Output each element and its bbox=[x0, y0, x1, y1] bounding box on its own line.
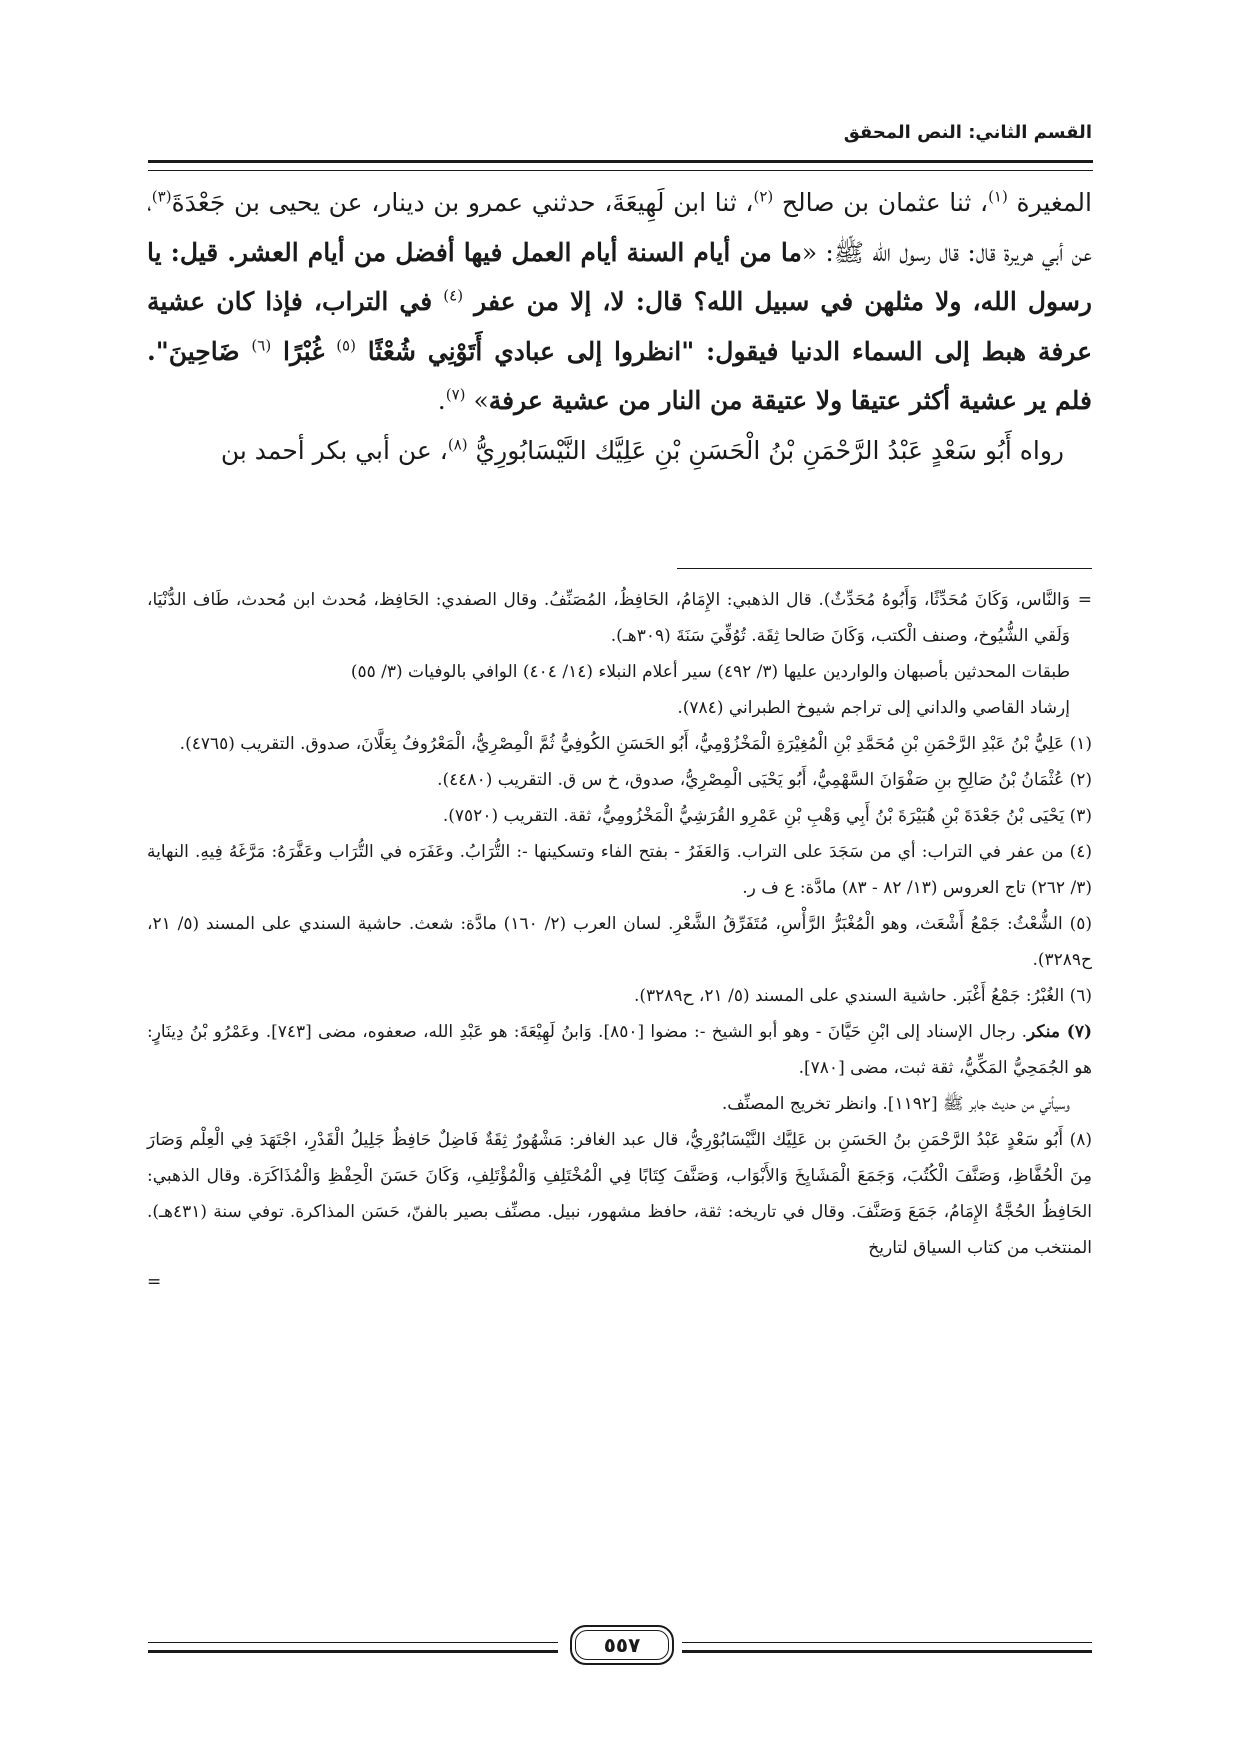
footnote-separator bbox=[677, 568, 1092, 569]
footnote-ref-1[interactable]: (١) bbox=[988, 187, 1008, 206]
text-run: المغيرة bbox=[1007, 188, 1092, 217]
text-run: . bbox=[437, 386, 446, 415]
footnote-refs bbox=[147, 690, 1092, 726]
footnote-6: (٦) الغُبْرُ: جَمْعُ أَغْبَر. حاشية السندي على المسند (٥/ ٢١، ح٣٢٨٩). bbox=[633, 986, 1092, 1006]
hadith-text-bold: غُبْرًا bbox=[271, 336, 337, 366]
footnote-ref-4[interactable]: (٤) bbox=[443, 286, 464, 305]
continuation-mark: = bbox=[1077, 590, 1092, 610]
footnote-ref-6[interactable]: (٦) bbox=[251, 336, 272, 355]
footnote-text: . رجال الإسناد إلى ابْنِ حَيَّانَ - وهو أبو الشيخ -: مضوا [٨٥٠]. وَابنُ لَهِيْعَةَ: هو عَبْدِ الله، صعفوه، مضى [٧٤٣]. وعَمْرُو بْنُ دِينَارٍ: هو الجُمَحِيُّ المَكِّيُّ، ثقة ثبت، مضى [٧٨٠]. bbox=[147, 1022, 1092, 1078]
footer-rule-right bbox=[682, 1642, 1092, 1653]
hadith-paragraph bbox=[147, 178, 1092, 426]
footnote-1: (١) عَلِيُّ بْنُ عَبْدِ الرَّحْمَنِ بْنِ مُحَمَّدِ بْنِ الْمُغِيْرَةِ الْمَخْزُوْمِيُّ، أَبُو الحَسَنِ الكُوفِيُّ ثُمَّ الْمِصْرِيُّ، الْمَعْرُوفُ بِعَلَّانَ، صدوق. التقريب (٤٧٦٥). bbox=[179, 734, 1092, 754]
page-number-label: ٥٥٧ bbox=[603, 1633, 641, 1657]
footnote-text: طبقات المحدثين بأصبهان والواردين عليها (٣/ ٤٩٢) سير أعلام النبلاء (١٤/ ٤٠٤) الوافي بالوفيات (٣/ ٥٥) bbox=[350, 662, 1070, 682]
footnote-7-label: (٧) منكر bbox=[1027, 1022, 1092, 1042]
text-run: » bbox=[465, 386, 489, 415]
footnote-4: (٤) من عفر في التراب: أي من سَجَدَ على التراب. وَالعَفَرُ - بفتح الفاء وتسكينها -: التُّرَابُ. وعَفَرَه في التُّرَاب وعَفَّرَهُ: مَرَّغَهُ فِيهِ. النهاية (٣/ ٢٦٢) تاج العروس (١٣/ ٨٢ - ٨٣) مادَّة: ع ف ر. bbox=[147, 842, 1092, 898]
footnote-text: وَالنَّاس، وَكَانَ مُحَدِّثًا، وَأَبُوهُ مُحَدِّثٌ). قال الذهبي: الإِمَامُ، الحَافِظُ، المُصَنِّفُ. وقال الصفدي: الحَافِظ، مُحدث ابن مُحدث، طَاف الدُّنْيَا، وَلَقي الشُّيُوخ، وصنف الْكتب، وَكَانَ صَالحا ثِقَة. تُوُفِّيَ سَنَةَ (٣٠٩هـ). bbox=[147, 590, 1070, 646]
footnote-ref-2[interactable]: (٢) bbox=[753, 187, 774, 206]
continuation-mark: = bbox=[147, 1272, 162, 1292]
header-rule bbox=[148, 160, 1093, 171]
footnote-continuation bbox=[147, 582, 1092, 654]
footnote-2: (٢) عُثْمَانُ بْنُ صَالِحِ بنِ صَفْوَانَ السَّهْمِيُّ، أَبُو يَحْيَى الْمِصْرِيُّ، صدوق، خ س ق. التقريب (٤٤٨٠). bbox=[437, 770, 1092, 790]
running-header: القسم الثاني: النص المحقق bbox=[843, 122, 1092, 143]
footnote-5: (٥) الشُّعْثُ: جَمْعُ أَشْعَث، وهو الْمُغْبَرُّ الرَّأْسِ، مُتَفَرِّقُ الشَّعْرِ. لسان العرب (٢/ ١٦٠) مادَّة: شعث. حاشية السندي على المسند (٥/ ٢١، ح٣٢٨٩). bbox=[147, 914, 1092, 970]
text-run: رواه أَبُو سَعْدٍ عَبْدُ الرَّحْمَنِ بْنُ الْحَسَنِ بْنِ عَلِيَّك النَّيْسَابُورِيُّ bbox=[467, 435, 1064, 465]
footnote-ref-3[interactable]: (٣) bbox=[151, 187, 172, 206]
footnote-refs bbox=[147, 654, 1092, 690]
footnote-8: (٨) أَبُو سَعْدٍ عَبْدُ الرَّحْمَنِ بنُ الحَسَنِ بن عَلِيَّك النَّيْسَابُوْرِيُّ، قال عبد الغافر: مَشْهُورٌ ثِقَةٌ فَاضِلٌ حَافِظٌ جَلِيلُ الْقَدْرِ، اجْتَهَدَ فِي الْعِلْم وَصَارَ مِنَ الْحُفَّاظِ، وَصَنَّفَ الْكُتُبَ، وَجَمَعَ الْمَشَايِخَ وَالأَبْوَاب، وَصَنَّفَ كِتَابًا فِي الْمُخْتَلِفِ وَالْمُؤْتَلِفِ، وَكَانَ حَسَنَ الْحِفْظِ وَالْمُذَاكَرَة. وقال الذهبي: الحَافِظُ الحُجَّةُ الإِمَامُ، جَمَعَ وَصَنَّفَ. وقال في تاريخه: ثقة، حافظ مشهور، نبيل. مصنِّف بصير بالفنّ، حَسَن المذاكرة. توفي سنة (٤٣١هـ). المنتخب من كتاب السياق لتاريخ bbox=[147, 1130, 1092, 1258]
hadith-text-bold: في التراب، فإذا كان عشية عرفة هبط إلى السماء الدنيا فيقول: "انظروا إلى عبادي أَتَوْنِي شُعْثًا bbox=[147, 287, 1092, 366]
footer-rule-left bbox=[148, 1642, 558, 1653]
hadith-text-bold: ضَاحِينَ". فلم ير عشية أكثر عتيقا ولا عتيقة من النار من عشية عرفة bbox=[147, 336, 1092, 415]
text-run: ، عن أبي بكر أحمد بن bbox=[220, 435, 448, 465]
text-run: ، ثنا عثمان بن صالح bbox=[773, 188, 989, 217]
main-text bbox=[147, 178, 1092, 475]
page-number bbox=[570, 1625, 674, 1665]
text-run: ، عن أبي هريرة قال: قال رسول الله ﷺ: « bbox=[147, 188, 1092, 267]
footnote-7 bbox=[147, 1014, 1092, 1086]
footnote-text: وسيأتي من حديث جابر ﷺ [١١٩٢]. وانظر تخريج المصنِّف. bbox=[721, 1094, 1070, 1114]
footnote-ref-5[interactable]: (٥) bbox=[336, 336, 356, 355]
text-run: ، ثنا ابن لَهِيعَةَ، حدثني عمرو بن دينار، عن يحيى بن جَعْدَةَ bbox=[171, 188, 754, 217]
footnote-3: (٣) يَحْيَى بْنُ جَعْدَةَ بْنِ هُبَيْرَةَ بْنُ أَبِي وَهْبِ بْنِ عَمْرِو القُرَشِيُّ الْمَخْزُومِيُّ، ثقة. التقريب (٧٥٢٠). bbox=[442, 806, 1092, 826]
footnote-7-more bbox=[147, 1086, 1092, 1122]
narration-paragraph bbox=[147, 426, 1092, 476]
hadith-text-bold: ما من أيام السنة أيام العمل فيها أفضل من أيام العشر. قيل: يا رسول الله، ولا مثلهن في سبيل الله؟ قال: لا، إلا من عفر bbox=[147, 237, 1092, 316]
footnote-text: إرشاد القاصي والداني إلى تراجم شيوخ الطبراني (٧٨٤). bbox=[677, 698, 1070, 718]
footnotes bbox=[147, 582, 1092, 1292]
footnote-ref-8[interactable]: (٨) bbox=[447, 435, 468, 454]
footnote-ref-7[interactable]: (٧) bbox=[445, 385, 466, 404]
